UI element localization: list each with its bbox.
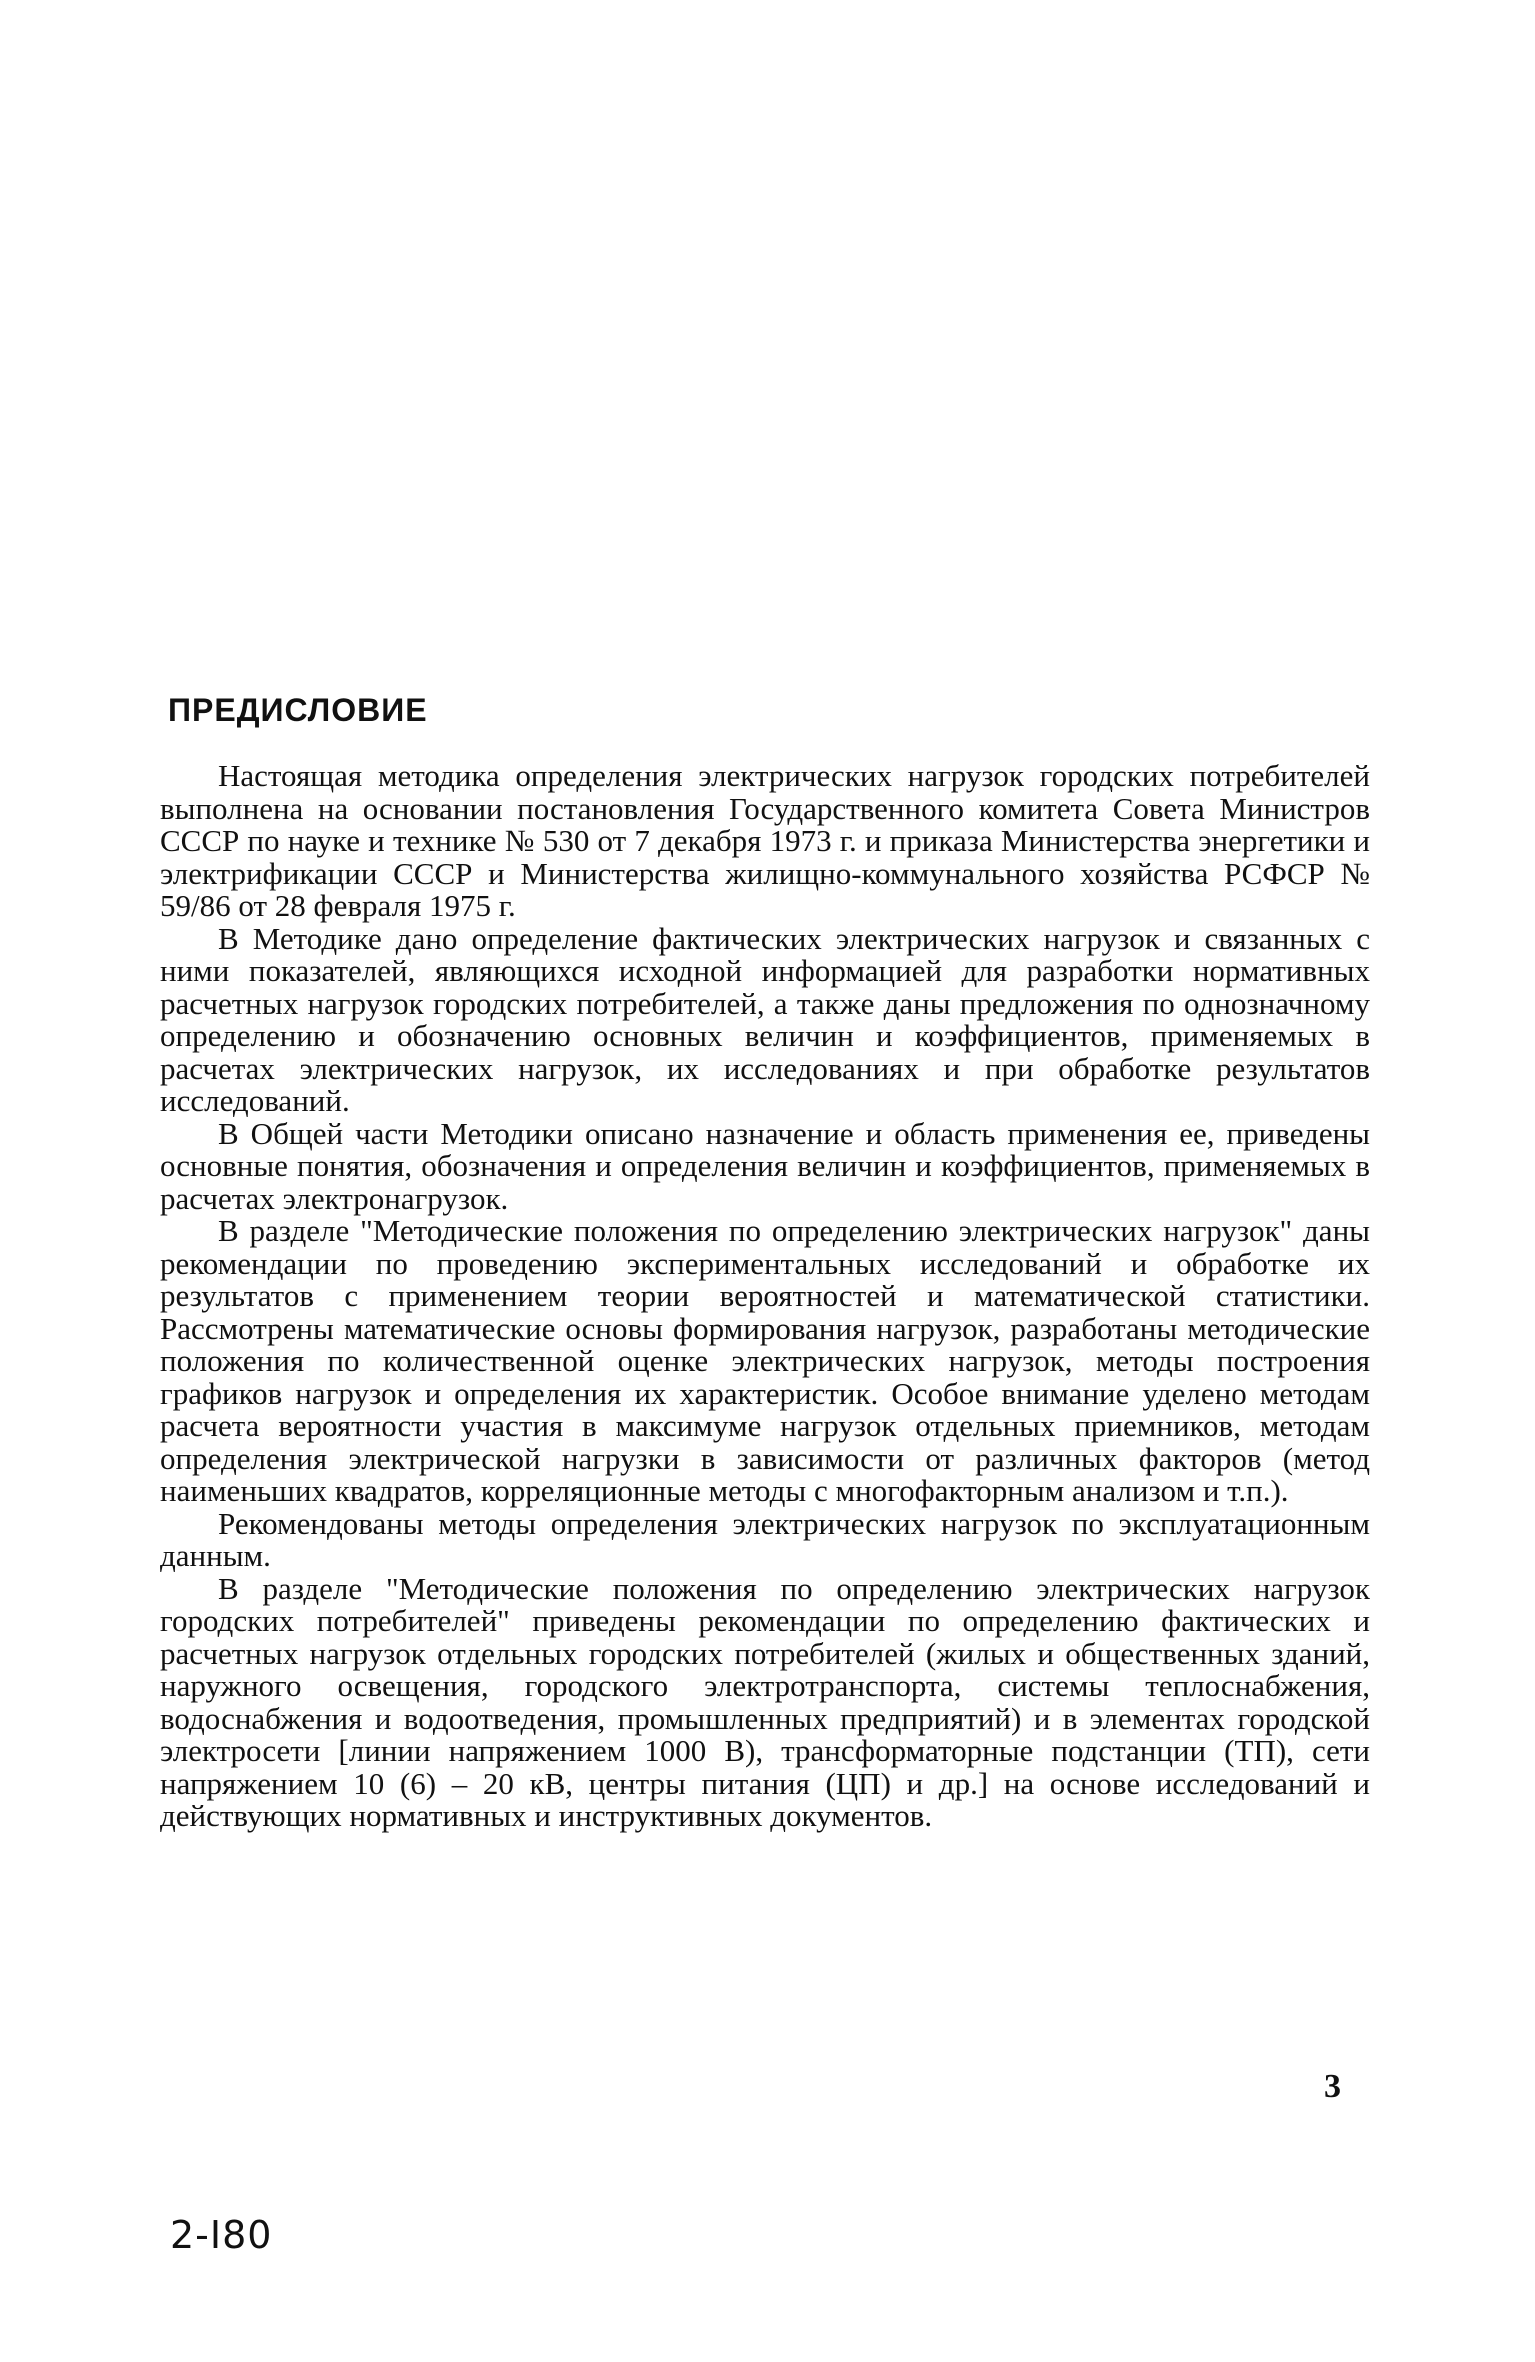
page-title: ПРЕДИСЛОВИЕ <box>168 692 428 728</box>
paragraph-intro: Настоящая методика определения электрических нагрузок городских потребителей выполнена на основании постановления Государственного комитета Совета Министров СССР по науке и технике № 530 от 7 декабря 1973 г. и приказа Министерства энергетики и электрификации СССР и Министерства жилищно-коммунального хозяйства РСФСР № 59/86 от 28 февраля 1975 г. <box>160 758 1370 923</box>
sheet-code: 2-I80 <box>170 2213 273 2257</box>
paragraph-urban-consumers: В разделе "Методические положения по определению электрических нагрузок городских потребителей" приведены рекомендации по определению фактических и расчетных нагрузок отдельных городских потребителей (жилых и общественных зданий, наружного освещения, городского электротранспорта, системы теплоснабжения, водоснабжения и водоотведения, промышленных предприятий) и в элементах городской электросети [линии напряжением 1000 В), трансформаторные подстанции (ТП), сети напряжением 10 (6) – 20 кВ, центры питания (ЦП) и др.] на основе исследований и действующих нормативных и инструктивных документов. <box>160 1570 1370 1833</box>
page-number: 3 <box>1324 2068 1341 2105</box>
paragraph-operational-data: Рекомендованы методы определения электрических нагрузок по эксплуатационным данным. <box>160 1505 1370 1573</box>
paragraph-methodical-provisions: В разделе "Методические положения по определению электрических нагрузок" даны рекомендации по проведению экспериментальных исследований и обработке их результатов с применением теории вероятностей и математической статистики. Рассмотрены математические основы формирования нагрузок, разработаны методические положения по количественной оценке электрических нагрузок, методы построения графиков нагрузок и определения их характеристик. Особое внимание уделено методам расчета вероятности участия в максимуме нагрузок отдельных приемников, методам определения электрической нагрузки в зависимости от различных факторов (метод наименьших квадратов, корреляционные методы с многофакторным анализом и т.п.). <box>160 1213 1370 1508</box>
paragraph-general-part: В Общей части Методики описано назначение и область применения ее, приведены основные понятия, обозначения и определения величин и коэффициентов, применяемых в расчетах электронагрузок. <box>160 1115 1370 1216</box>
preface-body <box>160 760 1370 1833</box>
paragraph-methodology-contents: В Методике дано определение фактических электрических нагрузок и связанных с ними показателей, являющихся исходной информацией для разработки нормативных расчетных нагрузок городских потребителей, а также даны предложения по однозначному определению и обозначению основных величин и коэффициентов, применяемых в расчетах электрических нагрузок, их исследованиях и при обработке результатов исследований. <box>160 920 1370 1118</box>
